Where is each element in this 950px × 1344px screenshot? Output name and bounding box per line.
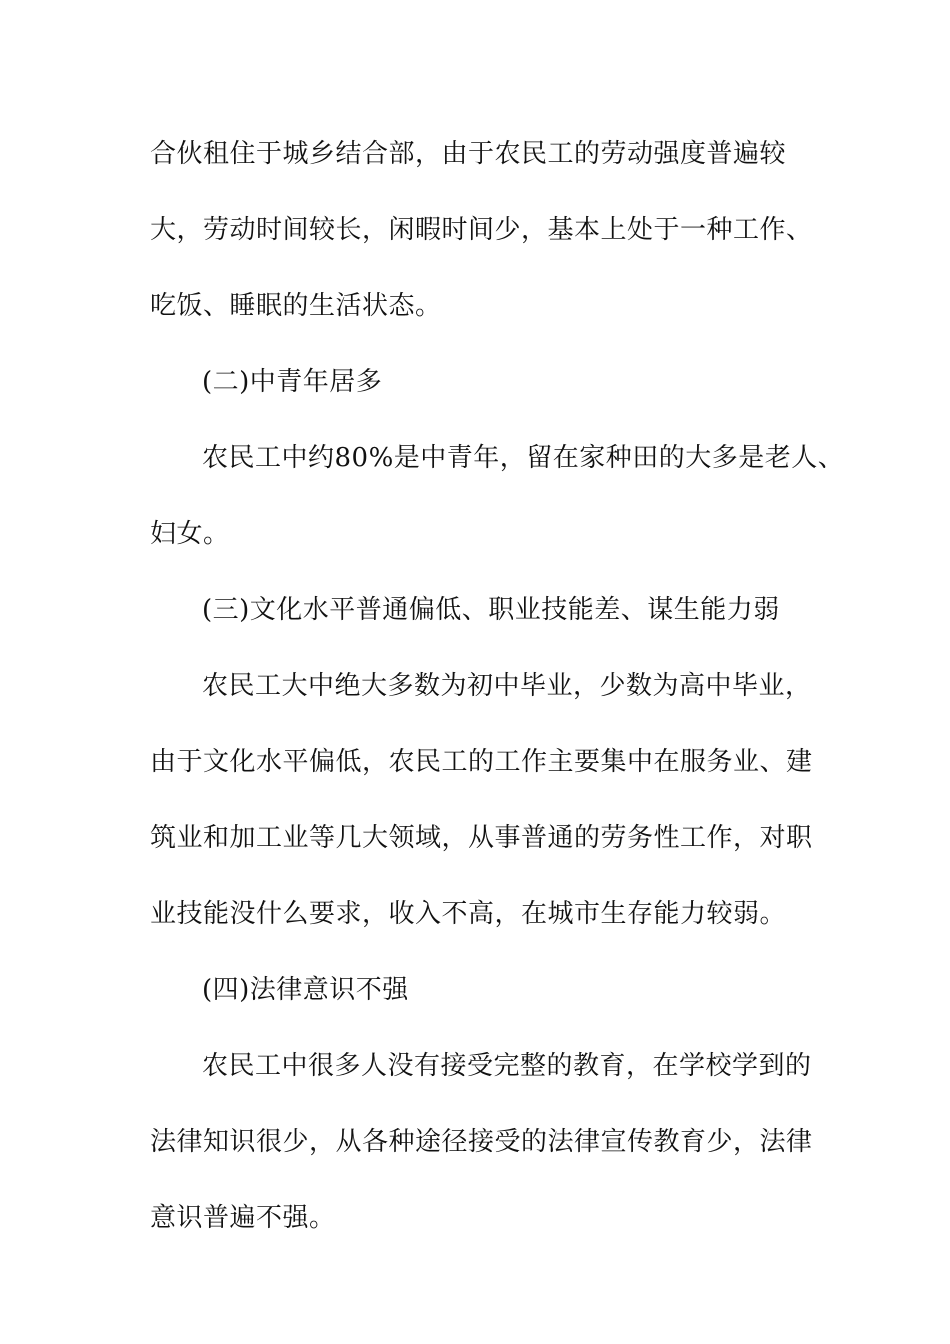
paragraph-line: 法律知识很少，从各种途径接受的法律宣传教育少，法律 [150, 1127, 813, 1157]
section-heading: (二)中青年居多 [202, 367, 383, 397]
paragraph-line: 妇女。 [150, 519, 230, 549]
paragraph-line: 合伙租住于城乡结合部，由于农民工的劳动强度普遍较 [150, 139, 787, 169]
paragraph-line: 农民工中很多人没有接受完整的教育，在学校学到的 [202, 1051, 812, 1081]
paragraph-line: 业技能没什么要求，收入不高，在城市生存能力较弱。 [150, 899, 787, 929]
paragraph-line: 农民工大中绝大多数为初中毕业，少数为高中毕业， [202, 671, 812, 701]
paragraph-line: 由于文化水平偏低，农民工的工作主要集中在服务业、建 [150, 747, 813, 777]
paragraph-line: 筑业和加工业等几大领域，从事普通的劳务性工作，对职 [150, 823, 813, 853]
paragraph-line: 吃饭、睡眠的生活状态。 [150, 291, 442, 321]
paragraph-line: 意识普遍不强。 [150, 1203, 336, 1233]
paragraph-line: 农民工中约80%是中青年，留在家种田的大多是老人、 [202, 443, 845, 473]
section-heading: (四)法律意识不强 [202, 975, 409, 1005]
document-page [150, 116, 845, 1256]
paragraph-line: 大，劳动时间较长，闲暇时间少，基本上处于一种工作、 [150, 215, 813, 245]
section-heading: (三)文化水平普通偏低、职业技能差、谋生能力弱 [202, 595, 780, 625]
